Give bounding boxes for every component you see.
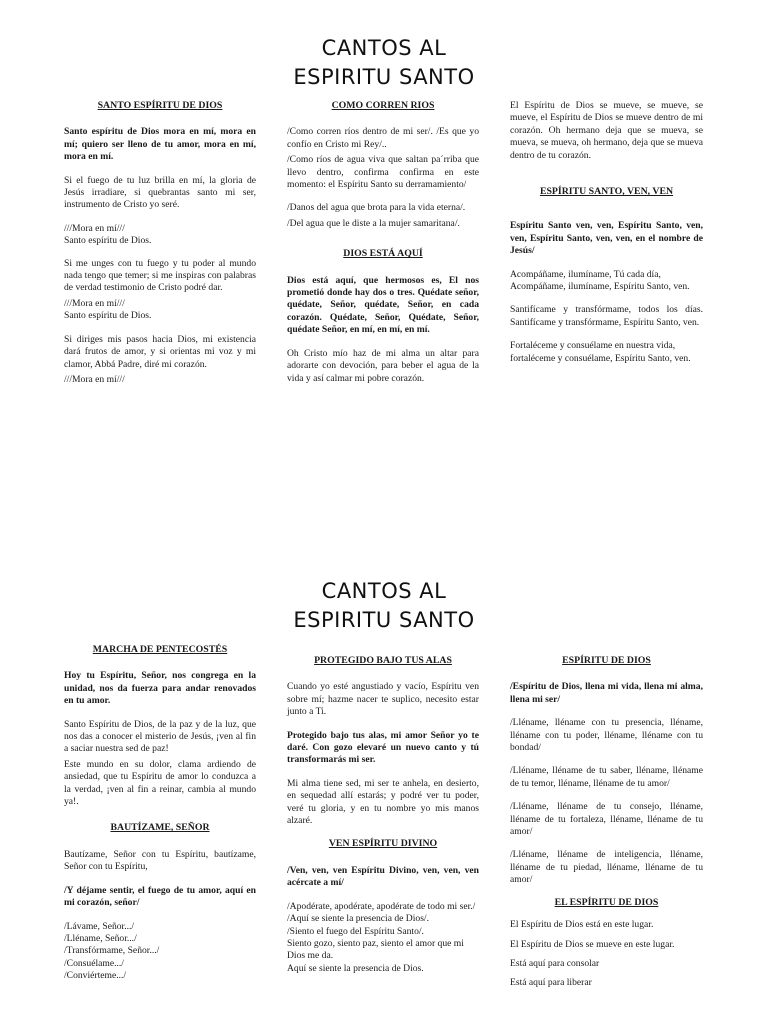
verse-line: /Aquí se siente la presencia de Dios/. bbox=[287, 913, 429, 925]
sheet1-column-3 bbox=[510, 100, 703, 376]
verse: Cuando yo esté angustiado y vacío, Espíritu ven sobre mí; hazme nacer te suplico, necesito estar junto a Ti. bbox=[287, 681, 479, 718]
verse-line: /Conviérteme.../ bbox=[64, 970, 127, 982]
sheet2-column-1 bbox=[64, 644, 256, 994]
sheet2-title-line1: CANTOS AL bbox=[321, 579, 447, 603]
verse: Mi alma tiene sed, mi ser te anhela, en desierto, en sequedad allí estarás; y podré ver tu poder, veré tu gloria, y en tu nombre yo mis manos alzaré. bbox=[287, 777, 479, 827]
verse: /Apodérate, apodérate, apodérate de todo mi ser./ bbox=[287, 900, 476, 912]
verse: /Lléname, lléname de tu consejo, lléname, lléname de tu fortaleza, lléname, lléname de tu amor/ bbox=[510, 801, 703, 838]
chorus: Santo espíritu de Dios mora en mí, mora en mí; quiero ser lleno de tu amor, mora en mí, mora en mí. bbox=[64, 126, 256, 163]
lines bbox=[287, 913, 479, 975]
verse: Si diriges mis pasos hacia Dios, mi existencia dará frutos de amor, y si orientas mi voz y mi clamor, Abbá Padre, diré mi corazón. bbox=[64, 333, 256, 370]
verse-line: Está aquí para liberar bbox=[510, 977, 592, 989]
verse: Si el fuego de tu luz brilla en mí, la gloria de Jesús irradiare, si quebrantas santo mi ser, instrumento de Cristo yo seré. bbox=[64, 174, 256, 211]
verse: /Del agua que le diste a la mujer samaritana/. bbox=[287, 217, 460, 229]
verse: /Lléname, lléname de tu saber, lléname, lléname de tu temor, lléname, lléname de tu amor/ bbox=[510, 765, 703, 789]
lines bbox=[64, 921, 256, 983]
sheet2-column-2 bbox=[287, 655, 479, 986]
sheet1-title-line2: ESPIRITU SANTO bbox=[293, 65, 475, 89]
song-heading: MARCHA DE PENTECOSTÉS bbox=[92, 644, 228, 655]
verse: Santifícame y transfórmame, todos los días. Santifícame y transfórmame, Espíritu Santo, ven. bbox=[510, 304, 703, 328]
chorus: Hoy tu Espíritu, Señor, nos congrega en la unidad, nos da fuerza para andar renovados en tu amor. bbox=[64, 670, 256, 707]
sheet1-title-line1: CANTOS AL bbox=[321, 36, 447, 60]
chorus: /Espíritu de Dios, llena mi vida, llena mi alma, llena mi ser/ bbox=[510, 681, 703, 705]
chorus: Dios está aquí, que hermosos es, El nos prometió donde hay dos o tres. Quédate señor, quédate, Señor, quédate, Señor, en cada corazón. Quédate, Señor, Quédate, Señor, quédate Señor, en mí, en mí, en mí. bbox=[287, 274, 479, 336]
verse-line: Siento gozo, siento paz, siento el amor que mi Dios me da. bbox=[287, 937, 464, 962]
refrain-line: Santo espíritu de Dios. bbox=[64, 235, 152, 247]
chorus: /Ven, ven, ven Espíritu Divino, ven, ven, ven acércate a mí/ bbox=[287, 864, 479, 889]
sheet2-title bbox=[0, 577, 768, 635]
refrain-line: ///Mora en mí/// bbox=[64, 373, 125, 385]
refrain bbox=[64, 223, 256, 248]
verse: /Lléname, lléname de inteligencia, lléname, lléname de tu piedad, lléname, lléname de tu amor/ bbox=[510, 849, 703, 886]
sheet2-column-3 bbox=[510, 655, 703, 993]
verse: /Como corren ríos dentro de mi ser/. /Es que yo confío en Cristo mi Rey/.. bbox=[287, 126, 479, 150]
verse-line: Aquí se siente la presencia de Dios. bbox=[287, 962, 424, 974]
verse-line: Está aquí para consolar bbox=[510, 957, 600, 969]
sheet2-title-line2: ESPIRITU SANTO bbox=[293, 608, 475, 632]
verse: Fortaléceme y consuélame en nuestra vida, fortaléceme y consuélame, Espíritu Santo, ven. bbox=[510, 340, 691, 364]
refrain-line: Santo espíritu de Dios. bbox=[64, 310, 152, 322]
song-heading: SANTO ESPÍRITU DE DIOS bbox=[97, 100, 223, 111]
song-heading: BAUTÍZAME, SEÑOR bbox=[110, 822, 210, 834]
verse: Santo Espíritu de Dios, de la paz y de la luz, que nos das a conocer el misterio de Jesús, ¡ven al fin a saciar nuestra sed de paz! bbox=[64, 718, 256, 755]
verse-line: /Siento el fuego del Espíritu Santo/. bbox=[287, 925, 424, 937]
verse-line: /Lávame, Señor.../ bbox=[64, 920, 135, 932]
song-heading: ESPÍRITU DE DIOS bbox=[562, 655, 651, 666]
chorus: /Y déjame sentir, el fuego de tu amor, aquí en mi corazón, señor/ bbox=[64, 884, 256, 909]
verse: /Como ríos de agua viva que saltan pa´rriba que llevo dentro, confirma confirma en este momento: el Espíritu Santo su derramamiento/ bbox=[287, 154, 479, 191]
verse: Si me unges con tu fuego y tu poder al mundo nada tengo que temer; si me inspiras con palabras de verdad testimonio de Cristo podré dar. bbox=[64, 257, 256, 294]
song-heading: PROTEGIDO BAJO TUS ALAS bbox=[314, 655, 452, 666]
verse: Este mundo en su dolor, clama ardiendo de ansiedad, que tu Espíritu de amor lo conduzca a la verdad, ¡ven al fin a reinar, cambia al mundo ya!. bbox=[64, 758, 256, 808]
refrain-line: ///Mora en mí/// bbox=[64, 222, 125, 234]
song-heading: VEN ESPÍRITU DIVINO bbox=[328, 838, 438, 850]
verse: /Lléname, lléname con tu presencia, lléname, lléname con tu poder, lléname, lléname con tu bondad/ bbox=[510, 717, 703, 754]
verse: Bautízame, Señor con tu Espíritu, bautízame, Señor con tu Espíritu, bbox=[64, 848, 256, 873]
verse: /Danos del agua que brota para la vida eterna/. bbox=[287, 202, 466, 214]
verse: Acompáñame, ilumíname, Tú cada día, Acompáñame, ilumíname, Espíritu Santo, ven. bbox=[510, 268, 690, 293]
chorus: Protegido bajo tus alas, mi amor Señor yo te daré. Con gozo elevaré un nuevo canto y tú transformarás mi ser. bbox=[287, 729, 479, 766]
song-heading: ESPÍRITU SANTO, VEN, VEN bbox=[539, 186, 674, 198]
verse-line: /Consuélame.../ bbox=[64, 957, 124, 969]
sheet1-title bbox=[0, 34, 768, 92]
sheet1-column-2 bbox=[287, 100, 479, 396]
song-heading: DIOS ESTÁ AQUÍ bbox=[343, 248, 423, 260]
song-heading: EL ESPÍRITU DE DIOS bbox=[554, 896, 659, 908]
verse: Oh Cristo mío haz de mi alma un altar para adorarte con devoción, para beber el agua de la vida y así calmar mi pobre corazón. bbox=[287, 347, 479, 384]
verse-line: El Espíritu de Dios está en este lugar. bbox=[510, 919, 654, 931]
verse: El Espíritu de Dios se mueve, se mueve, se mueve, el Espíritu de Dios se mueve dentro de mi corazón. Oh hermano deja que se mueva, se mueva, se mueva, oh hermano, deja que se mueva dentro de tu corazón. bbox=[510, 100, 703, 161]
verse-line: El Espíritu de Dios se mueve en este lugar. bbox=[510, 938, 675, 950]
sheet1-column-1 bbox=[64, 100, 256, 397]
chorus: Espíritu Santo ven, ven, Espíritu Santo, ven, ven, Espíritu Santo, ven, ven, en el nombre de Jesús/ bbox=[510, 220, 703, 257]
refrain-line: ///Mora en mí/// bbox=[64, 297, 125, 309]
verse-line: /Lléname, Señor.../ bbox=[64, 932, 137, 944]
verse-line: /Transfórmame, Señor.../ bbox=[64, 945, 160, 957]
refrain bbox=[64, 298, 256, 323]
song-heading: COMO CORREN RIOS bbox=[331, 100, 435, 111]
